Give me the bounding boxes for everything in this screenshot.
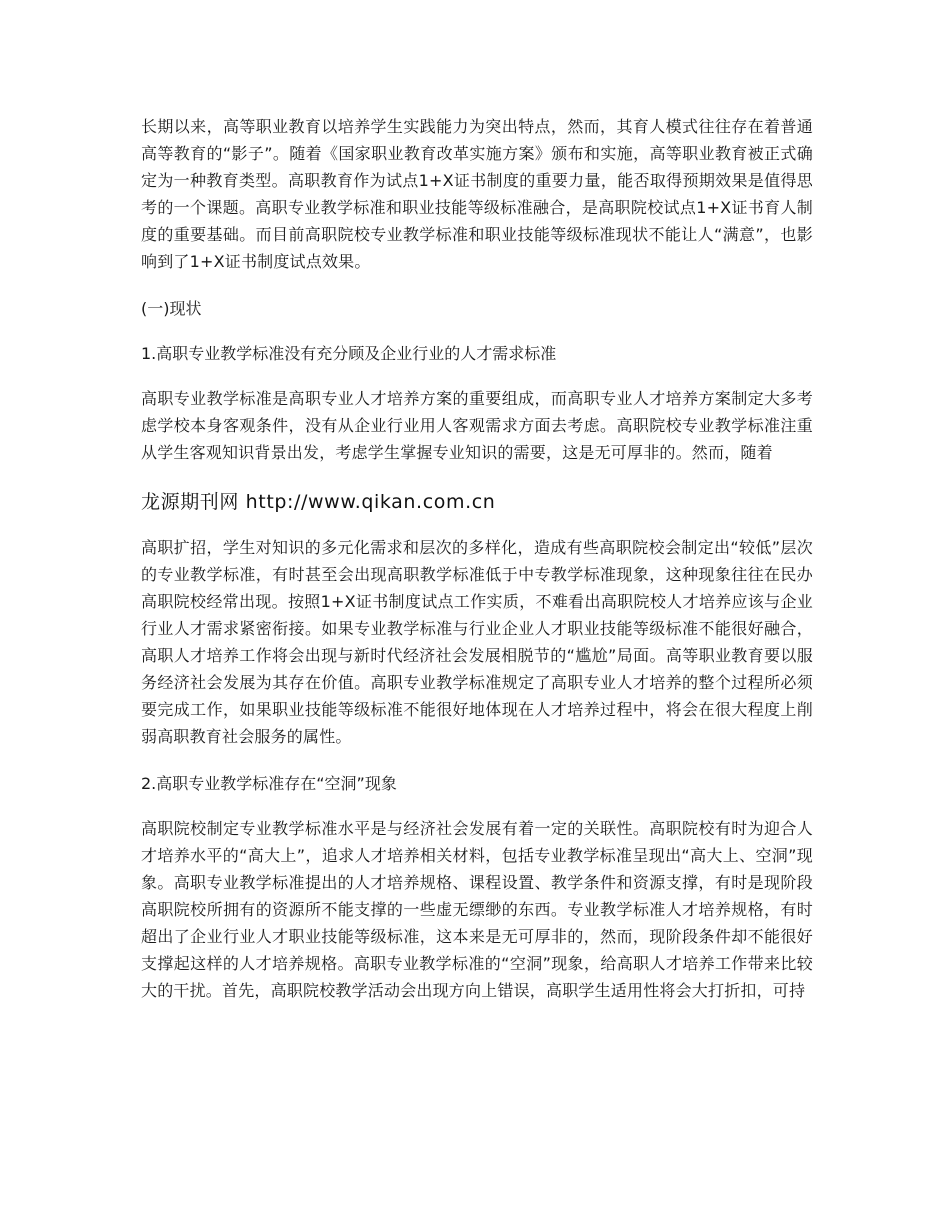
spacer bbox=[141, 466, 813, 488]
spacer bbox=[141, 750, 813, 770]
spacer bbox=[141, 367, 813, 385]
site-banner: 龙源期刊网 http://www.qikan.com.cn bbox=[141, 491, 496, 513]
subsection-1-paragraph-b: 高职扩招，学生对知识的多元化需求和层次的多样化，造成有些高职院校会制定出“较低”层次的专业教学标准，有时甚至会出现高职教学标准低于中专教学标准现象，这种现象往往在民办高职院校经常出现。按照1+X证书制度试点工作实质，不难看出高职院校人才培养应该与企业行业人才需求紧密衔接。如果专业教学标准与行业企业人才职业技能等级标准不能很好融合，高职人才培养工作将会出现与新时代经济社会发展相脱节的“尴尬”局面。高等职业教育要以服务经济社会发展为其存在价值。高职专业教学标准规定了高职专业人才培养的整个过程所必须要完成工作，如果职业技能等级标准不能很好地体现在人才培养过程中，将会在很大程度上削弱高职教育社会服务的属性。 bbox=[141, 538, 813, 746]
spacer bbox=[141, 516, 813, 534]
spacer bbox=[141, 275, 813, 295]
intro-paragraph: 长期以来，高等职业教育以培养学生实践能力为突出特点，然而，其育人模式往往存在着普通高等教育的“影子”。随着《国家职业教育改革实施方案》颁布和实施，高等职业教育被正式确定为一种教育类型。高职教育作为试点1+X证书制度的重要力量，能否取得预期效果是值得思考的一个课题。高职专业教学标准和职业技能等级标准融合，是高职院校试点1+X证书育人制度的重要基础。而目前高职院校专业教学标准和职业技能等级标准现状不能让人“满意”，也影响到了1+X证书制度试点效果。 bbox=[141, 117, 813, 271]
spacer bbox=[141, 797, 813, 815]
spacer bbox=[141, 322, 813, 340]
subsection-2-paragraph: 高职院校制定专业教学标准水平是与经济社会发展有着一定的关联性。高职院校有时为迎合人才培养水平的“高大上”，追求人才培养相关材料，包括专业教学标准呈现出“高大上、空洞”现象。高职专业教学标准提出的人才培养规格、课程设置、教学条件和资源支撑，有时是现阶段高职院校所拥有的资源所不能支撑的一些虚无缥缈的东西。专业教学标准人才培养规格，有时超出了企业行业人才职业技能等级标准，这本来是无可厚非的，然而，现阶段条件却不能很好支撑起这样的人才培养规格。高职专业教学标准的“空洞”现象，给高职人才培养工作带来比较大的干扰。首先，高职院校教学活动会出现方向上错误，高职学生适用性将会大打折扣，可持 bbox=[141, 819, 813, 1000]
subsection-1-title: 1.高职专业教学标准没有充分顾及企业行业的人才需求标准 bbox=[141, 344, 557, 363]
subsection-2-title: 2.高职专业教学标准存在“空洞”现象 bbox=[141, 774, 397, 793]
subsection-1-paragraph-a: 高职专业教学标准是高职专业人才培养方案的重要组成，而高职专业人才培养方案制定大多考虑学校本身客观条件，没有从企业行业用人客观需求方面去考虑。高职院校专业教学标准注重从学生客观知识背景出发，考虑学生掌握专业知识的需要，这是无可厚非的。然而，随着 bbox=[141, 389, 813, 462]
section-heading: (一)现状 bbox=[141, 299, 202, 318]
document-page bbox=[141, 113, 813, 1004]
